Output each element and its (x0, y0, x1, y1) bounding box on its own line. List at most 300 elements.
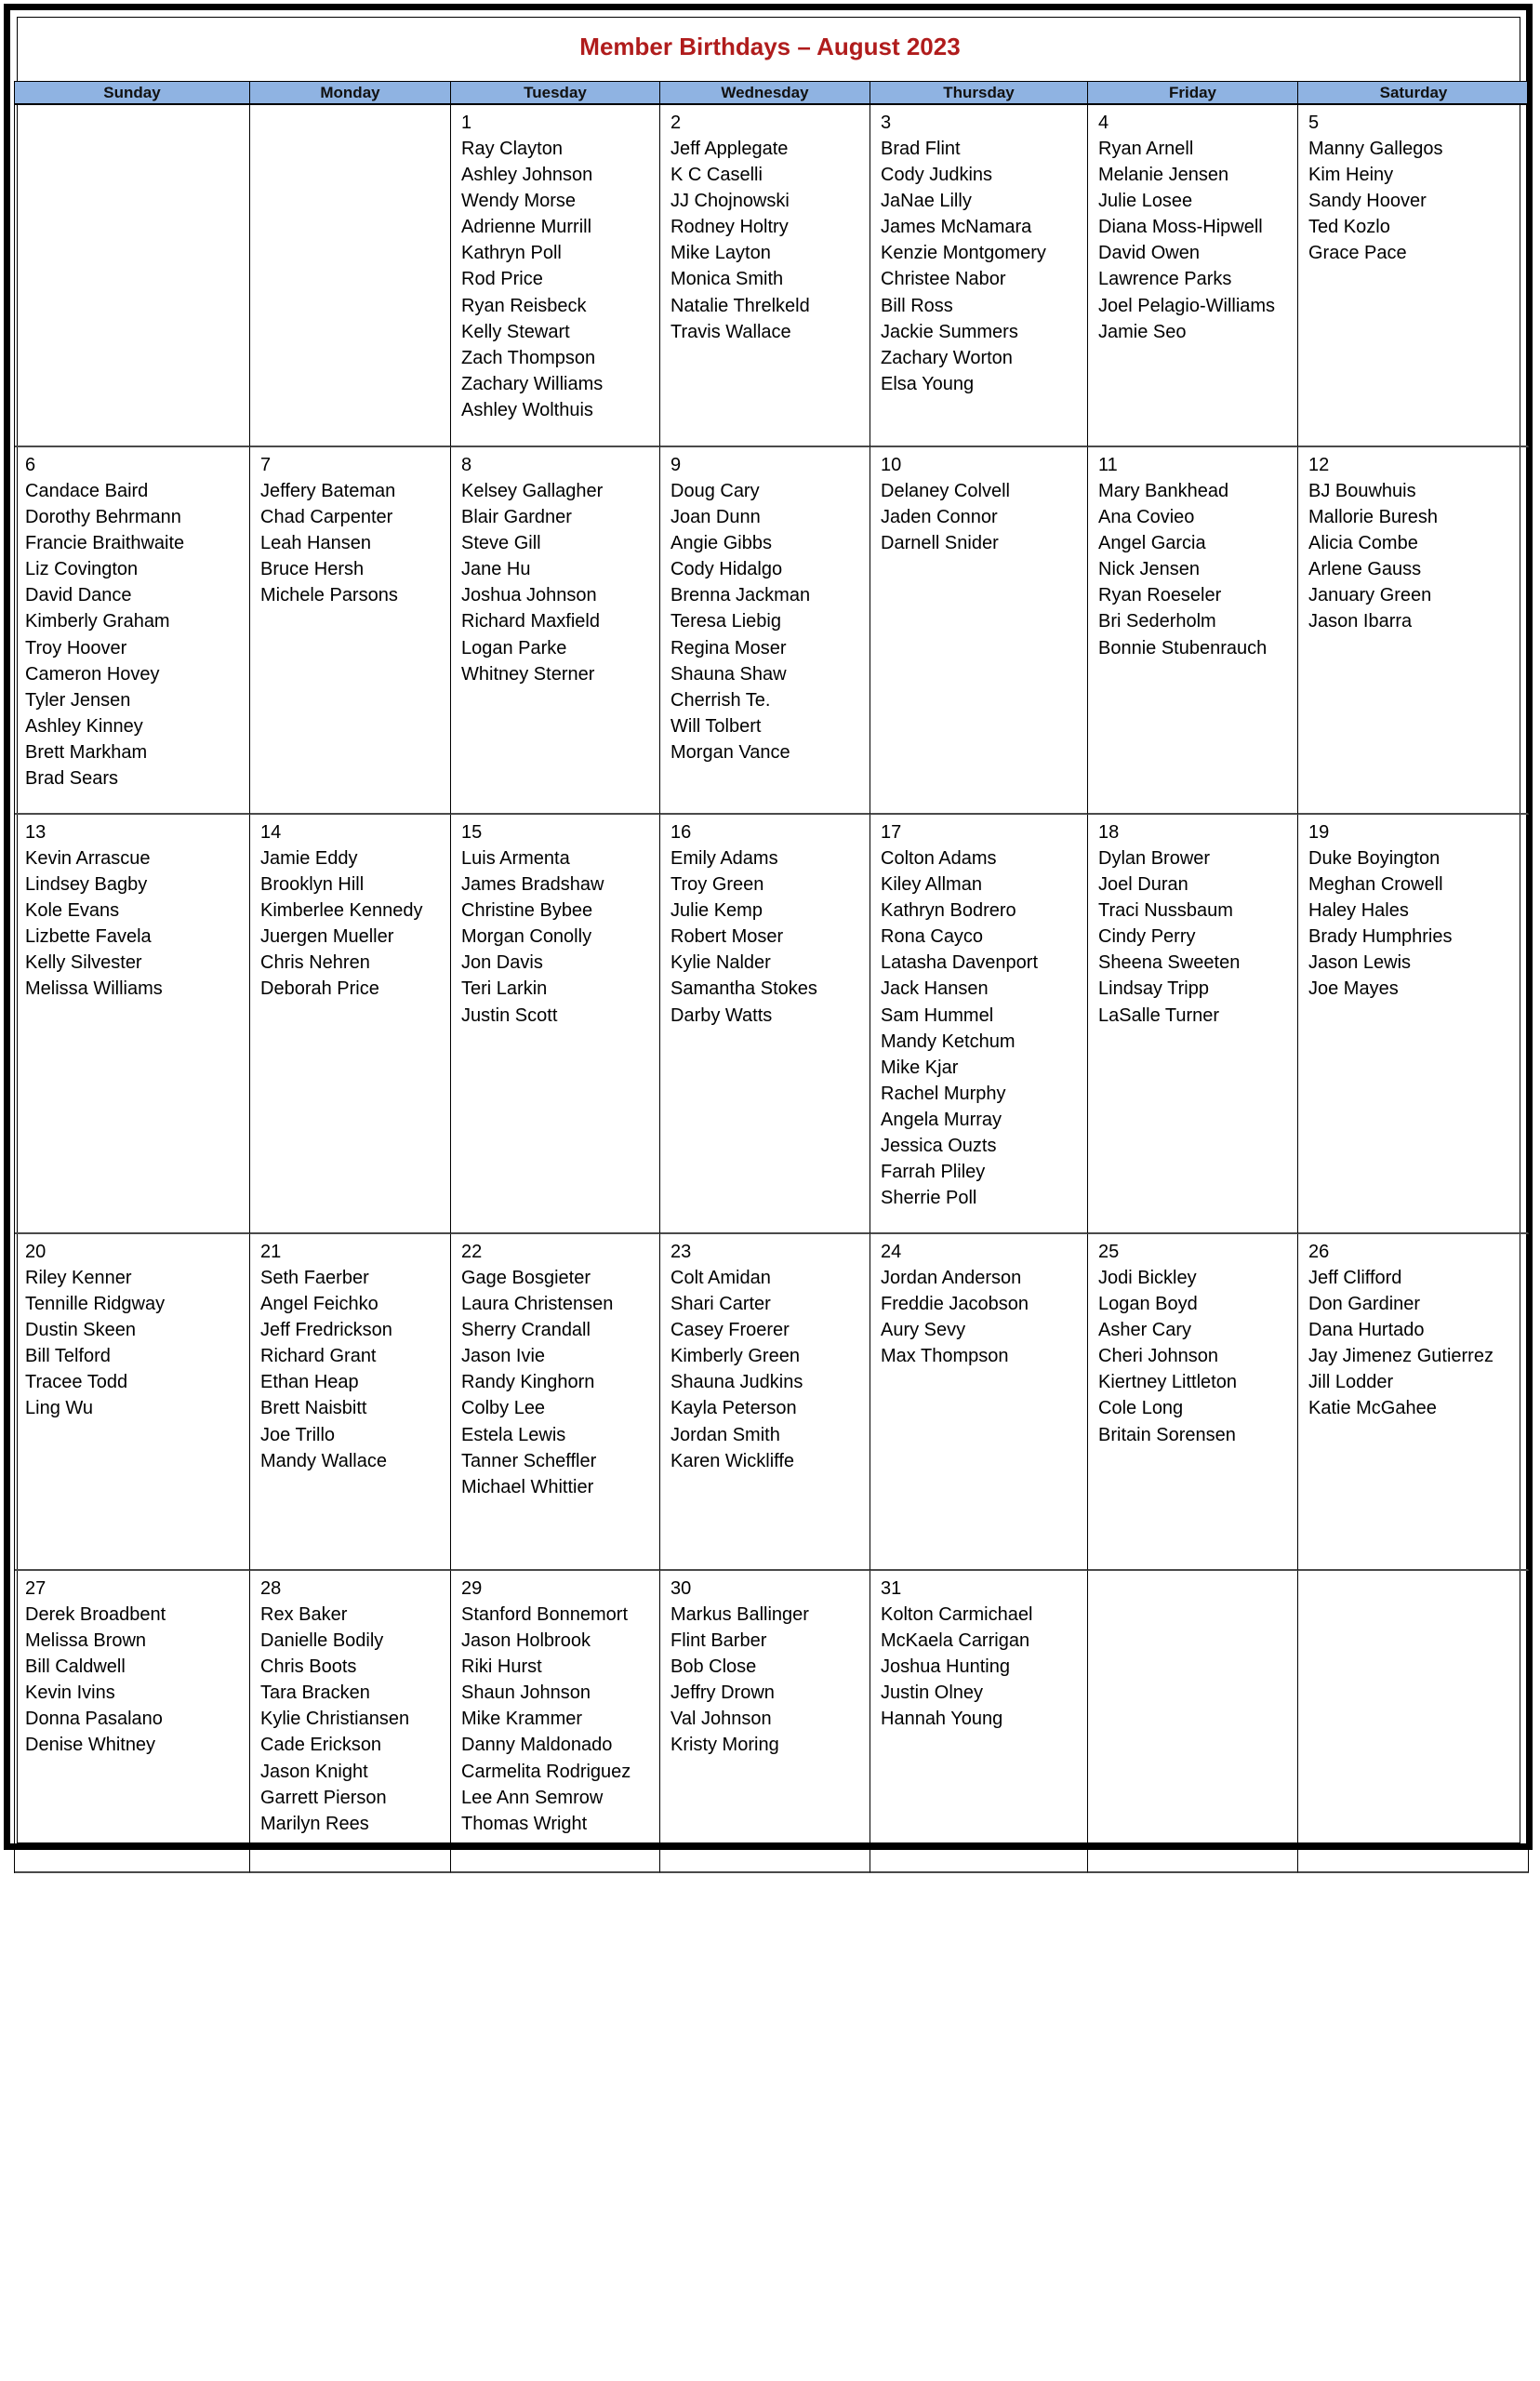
birthday-name: Jack Hansen (881, 978, 989, 1000)
birthday-name-list (1308, 478, 1528, 635)
birthday-name: Steve Gill (461, 533, 541, 554)
birthday-name: Kimberly Graham (25, 611, 170, 632)
birthday-name: Derek Broadbent (25, 1604, 166, 1625)
birthday-name: Blair Gardner (461, 507, 572, 528)
birthday-name: Joel Pelagio-Williams (1098, 295, 1276, 316)
birthday-name: Cody Judkins (881, 165, 993, 186)
birthday-name: Bob Close (670, 1656, 757, 1678)
day-cell (870, 105, 1088, 447)
birthday-name: Bill Telford (25, 1346, 111, 1367)
day-cell (15, 105, 250, 447)
birthday-name: Leah Hansen (260, 533, 371, 554)
birthday-name: Jon Davis (461, 952, 543, 974)
birthday-name: Will Tolbert (670, 715, 762, 737)
birthday-name: Haley Hales (1308, 900, 1409, 922)
birthday-name: Traci Nussbaum (1098, 900, 1233, 922)
birthday-name: Regina Moser (670, 637, 787, 658)
birthday-name: Bruce Hersh (260, 559, 365, 580)
birthday-name: Randy Kinghorn (461, 1372, 595, 1393)
birthday-name-list (25, 1602, 249, 1759)
birthday-name: Brett Markham (25, 741, 148, 763)
birthday-name: Dorothy Behrmann (25, 507, 181, 528)
birthday-name-list (461, 478, 659, 687)
birthday-name: Monica Smith (670, 269, 784, 290)
birthday-name: Luis Armenta (461, 848, 570, 869)
birthday-name: LaSalle Turner (1098, 1004, 1220, 1026)
day-cell (1298, 815, 1529, 1234)
birthday-name: Ryan Reisbeck (461, 295, 587, 316)
birthday-name: Garrett Pierson (260, 1787, 387, 1808)
birthday-name: Rachel Murphy (881, 1083, 1006, 1104)
birthday-name: Melissa Williams (25, 978, 163, 1000)
birthday-name: Candace Baird (25, 481, 149, 501)
birthday-name: Cody Hidalgo (670, 559, 783, 580)
birthday-name: Angel Feichko (260, 1294, 378, 1315)
day-number: 1 (461, 113, 472, 133)
birthday-name: Jeffry Drown (670, 1683, 775, 1704)
birthday-name: Troy Green (670, 874, 764, 896)
birthday-name: January Green (1308, 585, 1432, 606)
birthday-name: Mandy Wallace (260, 1450, 387, 1471)
birthday-name: Joshua Hunting (881, 1656, 1010, 1678)
birthday-name: Emily Adams (670, 848, 778, 869)
birthday-name: Delaney Colvell (881, 481, 1010, 501)
birthday-name: Shaun Johnson (461, 1683, 591, 1704)
birthday-name: Lindsay Tripp (1098, 978, 1209, 1000)
birthday-name: Carmelita Rodriguez (461, 1761, 631, 1782)
birthday-name: Brad Flint (881, 139, 961, 159)
birthday-name: Christee Nabor (881, 269, 1006, 290)
birthday-name: Dylan Brower (1098, 848, 1211, 869)
birthday-name: Melissa Brown (25, 1630, 147, 1652)
birthday-name: David Owen (1098, 243, 1200, 264)
birthday-name: Brooklyn Hill (260, 874, 365, 896)
day-number: 25 (1098, 1242, 1120, 1262)
birthday-name: Brady Humphries (1308, 926, 1453, 948)
day-number: 11 (1098, 455, 1118, 475)
birthday-name: Logan Boyd (1098, 1294, 1198, 1315)
day-cell (15, 447, 250, 815)
birthday-name-list (881, 1602, 1087, 1732)
day-cell (1088, 1234, 1298, 1571)
birthday-name: Brett Naisbitt (260, 1398, 367, 1419)
birthday-name-list (260, 1602, 450, 1837)
day-number: 21 (260, 1242, 282, 1262)
birthday-name: Zach Thompson (461, 347, 596, 368)
birthday-name: Wendy Morse (461, 191, 577, 212)
birthday-name: Natalie Threlkeld (670, 295, 810, 316)
birthday-name: Joshua Johnson (461, 585, 597, 606)
day-cell (660, 1234, 870, 1571)
birthday-name: Jane Hu (461, 559, 531, 580)
day-cell (1088, 1571, 1298, 1873)
birthday-name: Jamie Seo (1098, 321, 1187, 342)
birthday-name: Donna Pasalano (25, 1709, 163, 1730)
day-number: 18 (1098, 822, 1120, 843)
birthday-name: Colton Adams (881, 848, 997, 869)
day-number: 4 (1098, 113, 1109, 133)
day-cell (15, 1571, 250, 1873)
birthday-name: Juergen Mueller (260, 926, 394, 948)
birthday-name: Justin Scott (461, 1004, 558, 1026)
birthday-name: Whitney Sterner (461, 663, 595, 685)
day-cell (451, 1234, 660, 1571)
calendar-grid (14, 104, 1528, 1873)
birthday-name: Mike Layton (670, 243, 771, 264)
birthday-name: Jason Ivie (461, 1346, 546, 1367)
birthday-name: Diana Moss-Hipwell (1098, 217, 1263, 238)
birthday-name: Lawrence Parks (1098, 269, 1232, 290)
birthday-name: Morgan Conolly (461, 926, 592, 948)
birthday-name: Kathryn Poll (461, 243, 562, 264)
birthday-name-list (670, 1602, 870, 1759)
day-cell (870, 1571, 1088, 1873)
day-cell (660, 105, 870, 447)
birthday-name-list (260, 845, 450, 1003)
birthday-name-list (1308, 136, 1528, 266)
birthday-name: Tyler Jensen (25, 689, 131, 711)
day-cell (660, 815, 870, 1234)
birthday-name: Melanie Jensen (1098, 165, 1229, 186)
birthday-name: Casey Froerer (670, 1320, 790, 1341)
birthday-name: JaNae Lilly (881, 191, 972, 212)
day-number: 5 (1308, 113, 1320, 133)
birthday-name: Angie Gibbs (670, 533, 772, 554)
birthday-name: Kiertney Littleton (1098, 1372, 1237, 1393)
birthday-name: Kiley Allman (881, 874, 982, 896)
day-number: 3 (881, 113, 892, 133)
birthday-name: Thomas Wright (461, 1813, 588, 1834)
birthday-name-list (881, 1265, 1087, 1369)
birthday-name: Kimberly Green (670, 1346, 800, 1367)
birthday-name: Sam Hummel (881, 1004, 994, 1026)
birthday-name: K C Caselli (670, 165, 763, 186)
birthday-name: Markus Ballinger (670, 1604, 809, 1625)
day-cell (870, 815, 1088, 1234)
day-number: 16 (670, 822, 692, 843)
birthday-name: Elsa Young (881, 373, 975, 394)
day-number: 27 (25, 1578, 46, 1599)
birthday-name: Mike Kjar (881, 1057, 959, 1078)
birthday-name: Darnell Snider (881, 533, 999, 554)
birthday-name: Tanner Scheffler (461, 1450, 597, 1471)
birthday-name: Chris Boots (260, 1656, 357, 1678)
birthday-name-list (461, 1265, 659, 1500)
birthday-name: Jackie Summers (881, 321, 1018, 342)
day-cell (250, 1571, 451, 1873)
birthday-name: Logan Parke (461, 637, 567, 658)
birthday-name: Teresa Liebig (670, 611, 781, 632)
birthday-name: Kimberlee Kennedy (260, 900, 423, 922)
birthday-name: Laura Christensen (461, 1294, 614, 1315)
day-number: 24 (881, 1242, 902, 1262)
birthday-name: Francie Braithwaite (25, 533, 185, 554)
birthday-name: Deborah Price (260, 978, 379, 1000)
birthday-name: Shauna Judkins (670, 1372, 803, 1393)
birthday-name: Estela Lewis (461, 1424, 566, 1445)
weekday-header-friday: Friday (1088, 82, 1298, 103)
birthday-name: Julie Kemp (670, 900, 763, 922)
birthday-name: Troy Hoover (25, 637, 127, 658)
birthday-name: Mary Bankhead (1098, 481, 1229, 501)
birthday-name: Jamie Eddy (260, 848, 358, 869)
day-cell (451, 447, 660, 815)
birthday-name: Latasha Davenport (881, 952, 1039, 974)
birthday-name: Cheri Johnson (1098, 1346, 1218, 1367)
day-number: 10 (881, 455, 902, 475)
birthday-name: Jaden Connor (881, 507, 998, 528)
birthday-name: Denise Whitney (25, 1735, 156, 1756)
birthday-name: Britain Sorensen (1098, 1424, 1236, 1445)
birthday-name: Chris Nehren (260, 952, 370, 974)
birthday-name: Cole Long (1098, 1398, 1184, 1419)
birthday-name: Dustin Skeen (25, 1320, 136, 1341)
birthday-name: BJ Bouwhuis (1308, 481, 1416, 501)
birthday-name: Kenzie Montgomery (881, 243, 1046, 264)
birthday-name-list (881, 845, 1087, 1211)
day-number: 22 (461, 1242, 483, 1262)
birthday-name: Kim Heiny (1308, 165, 1394, 186)
birthday-name: Meghan Crowell (1308, 874, 1443, 896)
birthday-name: Adrienne Murrill (461, 217, 592, 238)
birthday-name: Teri Larkin (461, 978, 548, 1000)
birthday-name: Samantha Stokes (670, 978, 817, 1000)
birthday-name: Flint Barber (670, 1630, 767, 1652)
birthday-name: Doug Cary (670, 481, 760, 501)
birthday-name: Manny Gallegos (1308, 139, 1443, 159)
day-number: 6 (25, 455, 36, 475)
birthday-name: Jason Knight (260, 1761, 368, 1782)
birthday-name: Val Johnson (670, 1709, 772, 1730)
day-cell (15, 1234, 250, 1571)
birthday-name: Ryan Roeseler (1098, 585, 1222, 606)
day-cell (250, 815, 451, 1234)
day-cell (250, 447, 451, 815)
day-cell (1298, 447, 1529, 815)
birthday-name: Michele Parsons (260, 585, 398, 606)
birthday-name: Jill Lodder (1308, 1372, 1394, 1393)
birthday-name: Justin Olney (881, 1683, 984, 1704)
birthday-name: Colt Amidan (670, 1268, 771, 1288)
birthday-name: Richard Maxfield (461, 611, 600, 632)
birthday-name-list (461, 1602, 659, 1837)
birthday-name: Hannah Young (881, 1709, 1003, 1730)
day-cell (870, 1234, 1088, 1571)
birthday-name: Lindsey Bagby (25, 874, 148, 896)
birthday-name: Lizbette Favela (25, 926, 152, 948)
birthday-name: Richard Grant (260, 1346, 377, 1367)
birthday-name: Jason Ibarra (1308, 611, 1413, 632)
birthday-name: Ashley Kinney (25, 715, 143, 737)
weekday-header-saturday: Saturday (1379, 84, 1448, 101)
day-cell (15, 815, 250, 1234)
birthday-name: Marilyn Rees (260, 1813, 369, 1834)
birthday-name: Max Thompson (881, 1346, 1009, 1367)
birthday-name: Joe Trillo (260, 1424, 336, 1445)
birthday-name: Ted Kozlo (1308, 217, 1390, 238)
birthday-name: Shauna Shaw (670, 663, 787, 685)
birthday-name: Darby Watts (670, 1004, 773, 1026)
weekday-header-wednesday: Wednesday (660, 82, 870, 103)
birthday-name: Mallorie Buresh (1308, 507, 1438, 528)
birthday-name: Sandy Hoover (1308, 191, 1427, 212)
birthday-name: Kole Evans (25, 900, 120, 922)
birthday-name: Lee Ann Semrow (461, 1787, 604, 1808)
birthday-name: Joel Duran (1098, 874, 1188, 896)
birthday-name: Angela Murray (881, 1109, 1002, 1130)
weekday-header-tuesday: Tuesday (451, 82, 660, 103)
birthday-name: Rodney Holtry (670, 217, 789, 238)
birthday-name: Christine Bybee (461, 900, 593, 922)
day-number: 14 (260, 822, 282, 843)
birthday-name: Rex Baker (260, 1604, 348, 1625)
birthday-name: Kristy Moring (670, 1735, 779, 1756)
birthday-name: Michael Whittier (461, 1476, 594, 1497)
birthday-name: Ryan Arnell (1098, 139, 1194, 159)
day-number: 17 (881, 822, 902, 843)
birthday-name: Rod Price (461, 269, 543, 290)
birthday-name: Danny Maldonado (461, 1735, 613, 1756)
birthday-name: Cherrish Te. (670, 689, 771, 711)
birthday-name: Don Gardiner (1308, 1294, 1421, 1315)
birthday-name: Jessica Ouzts (881, 1136, 997, 1157)
day-number: 8 (461, 455, 472, 475)
day-number: 26 (1308, 1242, 1330, 1262)
day-cell (870, 447, 1088, 815)
birthday-name: Mandy Ketchum (881, 1031, 1016, 1052)
birthday-name: Chad Carpenter (260, 507, 393, 528)
birthday-name: Bill Caldwell (25, 1656, 126, 1678)
birthday-name-list (1308, 1265, 1528, 1422)
day-cell (1298, 1571, 1529, 1873)
birthday-name: Nick Jensen (1098, 559, 1200, 580)
birthday-name: Arlene Gauss (1308, 559, 1422, 580)
birthday-name: Brad Sears (25, 768, 119, 790)
birthday-name: Freddie Jacobson (881, 1294, 1029, 1315)
birthday-name-list (670, 136, 870, 345)
day-number: 31 (881, 1578, 902, 1599)
birthday-name: Sheena Sweeten (1098, 952, 1241, 974)
birthday-name: Tara Bracken (260, 1683, 370, 1704)
birthday-name: Ashley Wolthuis (461, 399, 593, 420)
birthday-name: Duke Boyington (1308, 848, 1440, 869)
day-cell (250, 1234, 451, 1571)
birthday-name: Kevin Ivins (25, 1683, 115, 1704)
day-cell (1298, 1234, 1529, 1571)
birthday-name: Jordan Anderson (881, 1268, 1022, 1288)
birthday-name: Aury Sevy (881, 1320, 966, 1341)
birthday-name: Katie McGahee (1308, 1398, 1437, 1419)
day-cell (451, 1571, 660, 1873)
birthday-name: Stanford Bonnemort (461, 1604, 628, 1625)
birthday-name: Rona Cayco (881, 926, 984, 948)
birthday-name: Sherry Crandall (461, 1320, 591, 1341)
birthday-name-list (1098, 478, 1297, 661)
birthday-name: Kevin Arrascue (25, 848, 151, 869)
birthday-name: Kelly Silvester (25, 952, 142, 974)
birthday-name: Cindy Perry (1098, 926, 1196, 948)
birthday-name: Zachary Williams (461, 373, 604, 394)
birthday-name: JJ Chojnowski (670, 191, 790, 212)
birthday-name: Zachary Worton (881, 347, 1013, 368)
birthday-name: Jeff Applegate (670, 139, 789, 159)
birthday-name: Jason Lewis (1308, 952, 1412, 974)
birthday-name: Liz Covington (25, 559, 139, 580)
day-number: 9 (670, 455, 682, 475)
day-cell (451, 105, 660, 447)
day-cell (250, 105, 451, 447)
birthday-name: Grace Pace (1308, 243, 1407, 264)
birthday-name-list (1098, 845, 1297, 1029)
birthday-name: James McNamara (881, 217, 1032, 238)
birthday-name: Gage Bosgieter (461, 1268, 591, 1288)
day-number: 7 (260, 455, 272, 475)
birthday-name-list (461, 136, 659, 423)
day-cell (1088, 447, 1298, 815)
birthday-name: Ray Clayton (461, 139, 563, 159)
birthday-name: Ethan Heap (260, 1372, 359, 1393)
birthday-name: Brenna Jackman (670, 585, 811, 606)
birthday-name: Kylie Nalder (670, 952, 771, 974)
birthday-name-list (670, 845, 870, 1029)
birthday-name: Ashley Johnson (461, 165, 593, 186)
birthday-name: Dana Hurtado (1308, 1320, 1425, 1341)
day-cell (451, 815, 660, 1234)
birthday-name: Jodi Bickley (1098, 1268, 1197, 1288)
birthday-name: Mike Krammer (461, 1709, 583, 1730)
birthday-name: Bonnie Stubenrauch (1098, 637, 1268, 658)
birthday-name: Robert Moser (670, 926, 784, 948)
birthday-name-list (461, 845, 659, 1029)
birthday-name-list (25, 478, 249, 791)
birthday-name: Colby Lee (461, 1398, 546, 1419)
birthday-name: Alicia Combe (1308, 533, 1418, 554)
birthday-name: Joe Mayes (1308, 978, 1399, 1000)
birthday-name-list (260, 478, 450, 608)
birthday-name: Ling Wu (25, 1398, 94, 1419)
birthday-name: Tracee Todd (25, 1372, 128, 1393)
day-number: 20 (25, 1242, 46, 1262)
birthday-name: Angel Garcia (1098, 533, 1206, 554)
birthday-name: Jeff Clifford (1308, 1268, 1402, 1288)
birthday-name-list (1098, 1265, 1297, 1448)
birthday-name: Riley Kenner (25, 1268, 132, 1288)
birthday-name: McKaela Carrigan (881, 1630, 1030, 1652)
birthday-name: Cade Erickson (260, 1735, 382, 1756)
day-number: 15 (461, 822, 483, 843)
birthday-name: Morgan Vance (670, 741, 790, 763)
birthday-name: Danielle Bodily (260, 1630, 384, 1652)
birthday-name: Cameron Hovey (25, 663, 160, 685)
birthday-name: Jay Jimenez Gutierrez (1308, 1346, 1494, 1367)
birthday-name-list (881, 478, 1087, 556)
birthday-name: Jeffery Bateman (260, 481, 396, 501)
birthday-name: Asher Cary (1098, 1320, 1192, 1341)
calendar-title: Member Birthdays – August 2023 (579, 33, 961, 60)
day-number: 2 (670, 113, 682, 133)
day-number: 30 (670, 1578, 692, 1599)
birthday-name: Bill Ross (881, 295, 953, 316)
weekday-header-sunday: Sunday (15, 82, 250, 103)
birthday-name: Sherrie Poll (881, 1188, 977, 1209)
day-number: 28 (260, 1578, 282, 1599)
birthday-name: Joan Dunn (670, 507, 761, 528)
weekday-header-thursday: Thursday (870, 82, 1088, 103)
birthday-name-list (881, 136, 1087, 397)
day-cell (1298, 105, 1529, 447)
day-cell (1088, 815, 1298, 1234)
day-number: 19 (1308, 822, 1330, 843)
